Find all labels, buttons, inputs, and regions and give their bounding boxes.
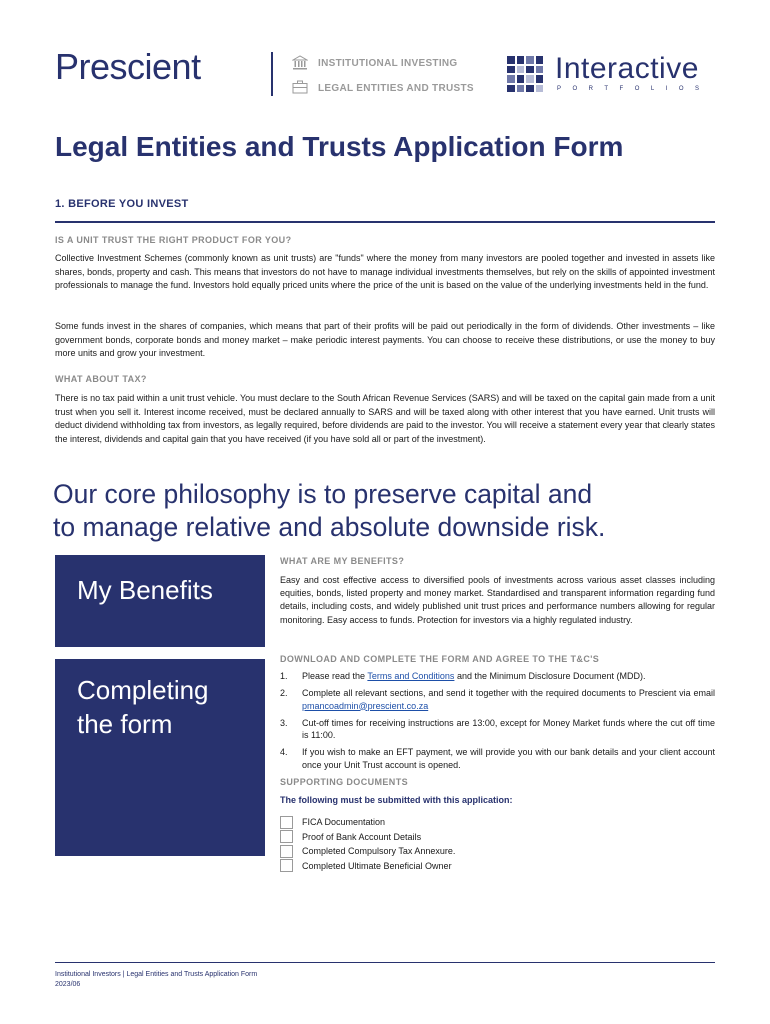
subheading-unit-trust: IS A UNIT TRUST THE RIGHT PRODUCT FOR YOU? bbox=[55, 235, 292, 245]
nav-label: INSTITUTIONAL INVESTING bbox=[318, 57, 458, 69]
paragraph-unit-trust: Collective Investment Schemes (commonly known as unit trusts) are "funds" where the money from many investors are pooled together and invested in assets like shares, bonds, property and cash. This means that investors do not have to manage individual investments themselves, but rely on the skills of appointed investment professionals to manage the fund. Investors hold equally priced units where the price of the unit is based on the value of the underlying investments held in the fund. bbox=[55, 253, 715, 291]
terms-link[interactable]: Terms and Conditions bbox=[367, 671, 455, 681]
footer: Institutional Investors | Legal Entities and Trusts Application Form 2023/06 bbox=[55, 971, 258, 988]
list-item: 4. If you wish to make an EFT payment, we will provide you with our bank details and your client account once your Unit Trust account is opened. bbox=[280, 747, 715, 770]
paragraph-tax: There is no tax paid within a unit trust vehicle. You must declare to the South African Revenue Services (SARS) and will be taxed on the capital gain made from a unit trust when you sell it. Interest income received, must be declared annually to SARS and will be taxed along with other interest that you have earned. Unit trusts will deduct dividend withholding tax from investors, as legally required, before dividends are paid to the investor. You will receive a statement every year that clearly states the interest, dividends and capital gain that you have received (if you have sold all or part of the investment). bbox=[55, 393, 715, 444]
philosophy-statement bbox=[53, 478, 713, 544]
subheading-supporting: SUPPORTING DOCUMENTS bbox=[280, 777, 409, 787]
email-link[interactable]: pmancoadmin@prescient.co.za bbox=[302, 700, 429, 711]
completing-panel bbox=[55, 659, 265, 856]
checkbox[interactable] bbox=[280, 845, 293, 858]
checklist-item[interactable]: Completed Compulsory Tax Annexure. bbox=[280, 844, 455, 859]
completing-panel-label: Completing the form bbox=[77, 675, 209, 739]
list-item: 2. Complete all relevant sections, and send it together with the required documents to Prescient via email pmancoadmin@prescient.co.za bbox=[280, 688, 715, 711]
interactive-logo-text: Interactive bbox=[555, 52, 699, 85]
checklist-item[interactable]: Proof of Bank Account Details bbox=[280, 830, 455, 845]
supporting-checklist bbox=[280, 815, 455, 873]
checkbox[interactable] bbox=[280, 830, 293, 843]
checkbox[interactable] bbox=[280, 816, 293, 829]
checklist-item[interactable]: Completed Ultimate Beneficial Owner bbox=[280, 859, 455, 874]
header-divider bbox=[271, 52, 273, 96]
paragraph-dividends: Some funds invest in the shares of companies, which means that part of their profits will be paid out periodically in the form of dividends. Other investments – like government bonds, corporate bonds and money market – make periodic interest payments. You can choose to receive these distributions, or use the money to buy more units and grow your investment. bbox=[55, 321, 715, 359]
benefits-panel bbox=[55, 555, 265, 647]
subheading-download: DOWNLOAD AND COMPLETE THE FORM AND AGREE TO THE T&C'S bbox=[280, 654, 600, 664]
nav-institutional-investing[interactable] bbox=[292, 55, 458, 71]
checklist-item[interactable]: FICA Documentation bbox=[280, 815, 455, 830]
steps-list bbox=[280, 670, 715, 776]
nav-label: LEGAL ENTITIES AND TRUSTS bbox=[318, 82, 474, 94]
benefits-panel-label: My Benefits bbox=[77, 575, 213, 605]
footer-rule bbox=[55, 962, 715, 963]
nav-legal-entities[interactable] bbox=[292, 80, 474, 96]
list-item: 1. Please read the Terms and Conditions and the Minimum Disclosure Document (MDD). bbox=[280, 671, 646, 681]
bank-icon bbox=[292, 55, 310, 71]
paragraph-benefits: Easy and cost effective access to diversified pools of investments across various asset classes including equities, bonds, listed property and money market. Standardised and transparent information regarding fund details, including costs, and widely published unit trust prices and performance numbers allowing for regular monitoring. Easy access to funds. Protection for investors via a highly regulated industry. bbox=[280, 575, 715, 625]
section-rule bbox=[55, 221, 715, 223]
interactive-logo-mark bbox=[507, 56, 543, 92]
philosophy-line: to manage relative and absolute downside risk. bbox=[53, 512, 606, 542]
philosophy-line: Our core philosophy is to preserve capital and bbox=[53, 479, 593, 509]
interactive-logo-subtext: PORTFOLIOS bbox=[557, 86, 711, 92]
section-heading: 1. BEFORE YOU INVEST bbox=[55, 198, 189, 210]
supporting-intro: The following must be submitted with this application: bbox=[280, 795, 513, 805]
prescient-logo: Prescient bbox=[55, 46, 201, 87]
list-item: 3. Cut-off times for receiving instructions are 13:00, except for Money Market funds where the cut off time is 11:00. bbox=[280, 717, 715, 740]
checkbox[interactable] bbox=[280, 859, 293, 872]
page-title: Legal Entities and Trusts Application Form bbox=[55, 131, 624, 162]
subheading-tax: WHAT ABOUT TAX? bbox=[55, 374, 147, 384]
briefcase-icon bbox=[292, 80, 310, 96]
subheading-benefits: WHAT ARE MY BENEFITS? bbox=[280, 556, 405, 566]
